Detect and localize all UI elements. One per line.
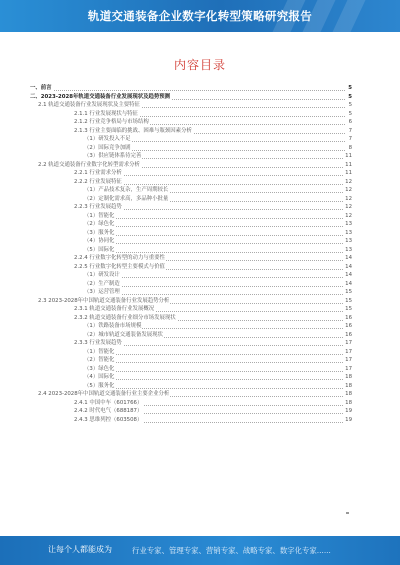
- toc-leader-dots: [84, 356, 345, 363]
- toc-entry[interactable]: [30, 390, 352, 399]
- toc-entry-page: 16: [345, 331, 352, 338]
- toc-entry[interactable]: [30, 127, 352, 136]
- toc-entry[interactable]: [30, 373, 352, 382]
- toc-entry-page: 14: [345, 263, 352, 270]
- toc-leader-dots: [84, 212, 345, 219]
- toc-entry-title: （3）绿色化: [84, 365, 115, 372]
- toc-entry[interactable]: [30, 271, 352, 280]
- toc-entry-page: 8: [348, 144, 352, 151]
- toc-entry-title: 2.2.2 行业发展特征: [74, 178, 122, 185]
- toc-entry-title: （1）智能化: [84, 348, 115, 355]
- toc-entry-title: 2.3.3 行业发展趋势: [74, 340, 122, 346]
- report-title: 轨道交通装备企业数字化转型策略研究报告: [87, 9, 313, 23]
- toc-entry-title: 2.1.2 行业竞争格局与市场结构: [74, 119, 149, 125]
- toc-entry-page: 18: [345, 399, 352, 406]
- toc-leader-dots: [84, 246, 345, 253]
- toc-entry-title: （1）智能化: [84, 212, 115, 219]
- toc-entry-page: 12: [345, 187, 352, 193]
- toc-entry[interactable]: [30, 246, 352, 255]
- toc-entry[interactable]: [30, 84, 352, 93]
- toc-entry-page: 16: [345, 323, 352, 329]
- toc-entry-title: （3）服务化: [84, 229, 115, 236]
- toc-entry[interactable]: [30, 263, 352, 272]
- toc-leader-dots: [30, 84, 345, 91]
- toc-entry[interactable]: [30, 178, 352, 187]
- toc-entry-title: （2）定制化需求高，多品种小批量: [84, 195, 169, 202]
- toc-entry[interactable]: [30, 229, 352, 238]
- toc-entry[interactable]: [30, 118, 352, 127]
- footer-slogan: 让每个人都能成为: [48, 545, 112, 554]
- toc-entry-title: 2.2 轨道交通装备行业数字化转型需求分析: [38, 161, 140, 168]
- toc-entry[interactable]: [30, 348, 352, 357]
- toc-entry-title: （4）协同化: [84, 238, 115, 244]
- toc-entry-title: （4）国际化: [84, 374, 115, 380]
- toc-entry[interactable]: [30, 169, 352, 178]
- toc-entry-title: 2.3 2023-2028年中国轨道交通装备行业发展趋势分析: [38, 297, 170, 304]
- toc-entry-title: 2.3.1 轨道交通装备行业发展概况: [74, 306, 155, 312]
- toc-entry[interactable]: [30, 144, 352, 153]
- toc-leader-dots: [84, 229, 345, 236]
- toc-entry-title: 2.4.1 中国中车（601766）: [74, 399, 143, 406]
- toc-entry-title: 2.1.3 行业主要面临的挑战、困难与瓶颈因素分析: [74, 127, 192, 134]
- footer-roles: 行业专家、管理专家、营销专家、战略专家、数字化专家......: [132, 545, 331, 555]
- toc-entry[interactable]: [30, 152, 352, 161]
- toc-entry[interactable]: [30, 382, 352, 391]
- toc-leader-dots: [84, 365, 345, 372]
- toc-entry[interactable]: [30, 399, 352, 408]
- toc-entry-page: 16: [345, 314, 352, 321]
- toc-entry[interactable]: [30, 93, 352, 102]
- toc-entry-title: （2）城市轨道交通装备发展现状: [84, 331, 163, 338]
- toc-entry[interactable]: [30, 101, 352, 110]
- toc-leader-dots: [84, 271, 345, 278]
- toc-entry-title: 二、2023-2028年轨道交通装备行业发展现状及趋势预测: [30, 93, 171, 100]
- toc-entry-page: 7: [348, 127, 352, 134]
- toc-leader-dots: [84, 237, 345, 244]
- toc-entry-title: 2.4.2 时代电气（688187）: [74, 408, 143, 414]
- toc-leader-dots: [84, 382, 345, 389]
- toc-entry[interactable]: [30, 356, 352, 365]
- toc-entry-title: 2.3.2 轨道交通装备行业细分市场发展现状: [74, 314, 176, 321]
- toc-entry-page: 7: [348, 136, 352, 142]
- toc-entry-page: 13: [345, 246, 352, 253]
- toc-leader-dots: [84, 220, 345, 227]
- toc-entry-title: （5）服务化: [84, 382, 115, 389]
- toc-entry[interactable]: [30, 254, 352, 263]
- toc-entry-title: （1）研发设计: [84, 272, 120, 278]
- toc-entry-page: 15: [345, 297, 352, 304]
- toc-entry-page: 15: [345, 289, 352, 295]
- toc-entry-page: 11: [345, 153, 352, 159]
- toc-entry-title: 2.2.4 行业数字化转型的动力与重要性: [74, 255, 165, 261]
- toc-entry[interactable]: [30, 416, 352, 425]
- toc-entry[interactable]: [30, 331, 352, 340]
- toc-entry-page: 17: [345, 357, 352, 363]
- table-of-contents: [30, 84, 352, 424]
- toc-entry-page: 5: [348, 85, 352, 91]
- toc-entry-title: 2.2.3 行业发展趋势: [74, 204, 122, 210]
- toc-entry-page: 6: [348, 119, 352, 125]
- toc-entry[interactable]: [30, 195, 352, 204]
- toc-entry-page: 19: [345, 408, 352, 414]
- toc-entry-title: （5）国际化: [84, 246, 115, 253]
- toc-entry-page: 12: [345, 195, 352, 202]
- toc-entry-page: 12: [345, 212, 352, 219]
- toc-entry[interactable]: [30, 220, 352, 229]
- toc-entry[interactable]: [30, 288, 352, 297]
- toc-entry[interactable]: [30, 322, 352, 331]
- report-header-banner: [0, 0, 400, 32]
- toc-entry-page: 13: [345, 229, 352, 236]
- toc-entry-page: 18: [345, 374, 352, 380]
- toc-entry[interactable]: [30, 186, 352, 195]
- toc-heading: 内容目录: [173, 58, 226, 72]
- toc-entry-title: （3）运营管理: [84, 289, 120, 295]
- toc-entry-title: （2）生产制造: [84, 280, 120, 287]
- toc-leader-dots: [84, 348, 345, 355]
- toc-entry-title: （2）国际竞争加剧: [84, 144, 131, 151]
- toc-entry-page: 12: [345, 204, 352, 210]
- toc-entry[interactable]: [30, 161, 352, 170]
- toc-entry-title: 2.2.5 行业数字化转型主要模式与价值: [74, 263, 165, 270]
- toc-entry-page: 5: [348, 110, 352, 117]
- toc-entry[interactable]: [30, 135, 352, 144]
- toc-entry-page: 12: [345, 178, 352, 185]
- toc-entry-title: （1）产品技术复杂，生产周期较长: [84, 187, 169, 193]
- toc-entry-page: 11: [345, 170, 352, 176]
- toc-leader-dots: [84, 373, 345, 380]
- toc-entry[interactable]: [30, 280, 352, 289]
- toc-entry[interactable]: [30, 314, 352, 323]
- toc-entry[interactable]: [30, 203, 352, 212]
- toc-entry-page: 17: [345, 365, 352, 372]
- toc-leader-dots: [84, 288, 345, 295]
- toc-entry-title: （2）绿色化: [84, 221, 115, 227]
- page-marker: [346, 512, 349, 514]
- toc-entry-page: 15: [345, 306, 352, 312]
- toc-entry-page: 11: [345, 161, 352, 168]
- toc-entry-page: 14: [345, 272, 352, 278]
- toc-entry-page: 18: [345, 382, 352, 389]
- toc-entry-page: 14: [345, 255, 352, 261]
- toc-entry-title: （1）研发投入不足: [84, 136, 131, 142]
- toc-entry-page: 17: [345, 340, 352, 346]
- toc-entry-title: （1）铁路装备市场规模: [84, 323, 142, 329]
- toc-entry[interactable]: [30, 305, 352, 314]
- toc-entry[interactable]: [30, 237, 352, 246]
- toc-entry-page: 17: [345, 348, 352, 355]
- toc-entry[interactable]: [30, 365, 352, 374]
- toc-entry-page: 5: [348, 102, 352, 108]
- toc-entry[interactable]: [30, 297, 352, 306]
- toc-entry[interactable]: [30, 339, 352, 348]
- toc-entry[interactable]: [30, 407, 352, 416]
- toc-entry-title: （3）供应链体系待完善: [84, 153, 142, 159]
- toc-entry-page: 13: [345, 221, 352, 227]
- toc-entry-title: 2.4 2023-2028年中国轨道交通装备行业主要企业分析: [38, 391, 170, 397]
- toc-entry-title: 2.2.1 行业需求分析: [74, 170, 122, 176]
- toc-entry-title: 2.4.3 思维列控（603508）: [74, 416, 143, 423]
- toc-entry-title: 2.1.1 行业发展现状与特征: [74, 110, 138, 117]
- toc-entry-title: （2）智能化: [84, 357, 115, 363]
- toc-entry-title: 2.1 轨道交通装备行业发展现状及主要特征: [38, 102, 140, 108]
- toc-entry-page: 13: [345, 238, 352, 244]
- footer-banner: [0, 536, 400, 565]
- toc-entry-title: 一、前言: [30, 85, 52, 91]
- toc-leader-dots: [84, 280, 345, 287]
- toc-entry-page: 5: [348, 93, 352, 100]
- toc-entry[interactable]: [30, 212, 352, 221]
- toc-entry-page: 18: [345, 391, 352, 397]
- toc-entry[interactable]: [30, 110, 352, 119]
- toc-entry-page: 14: [345, 280, 352, 287]
- toc-entry-page: 19: [345, 416, 352, 423]
